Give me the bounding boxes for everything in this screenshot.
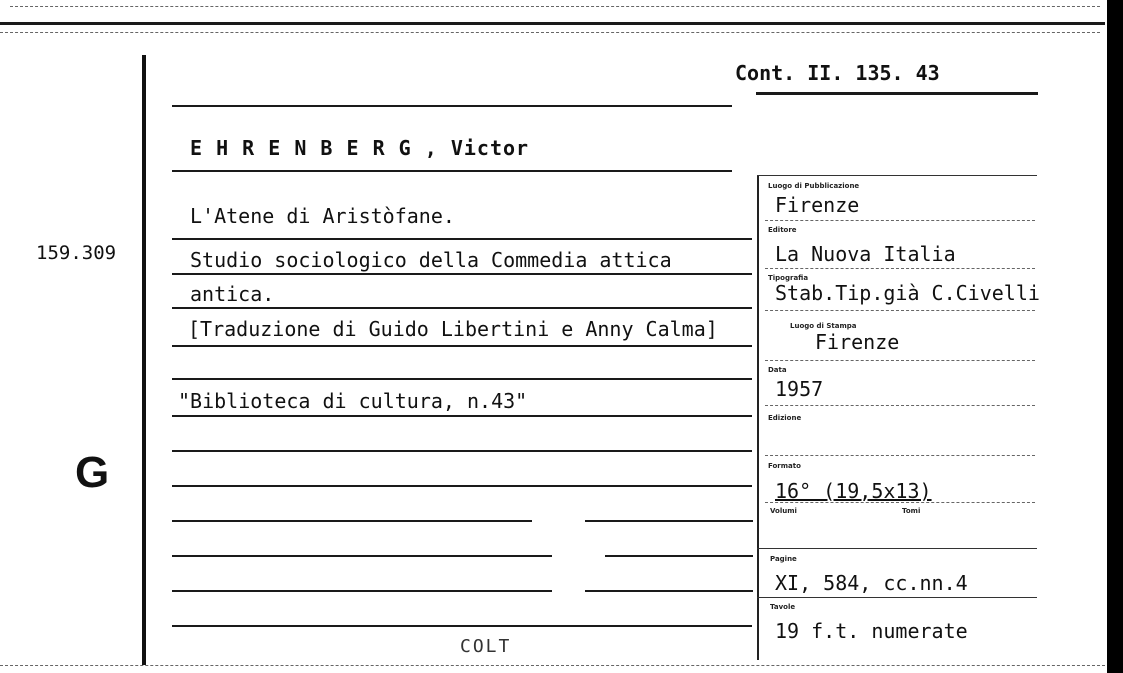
top-border-dash xyxy=(0,32,1100,33)
translation-note: [Traduzione di Guido Libertini e Anny Calma] xyxy=(188,317,718,341)
format-value: 16° (19,5x13) xyxy=(775,479,932,503)
panel-rule xyxy=(757,548,1037,549)
panel-rule xyxy=(765,268,1035,269)
date-value: 1957 xyxy=(775,377,824,401)
plates-value: 19 f.t. numerate xyxy=(775,619,968,643)
scan-edge xyxy=(1107,0,1123,673)
panel-border xyxy=(757,175,759,660)
format-label: Formato xyxy=(768,462,801,470)
plates-label: Tavole xyxy=(770,603,796,611)
top-border xyxy=(10,6,1100,7)
rule xyxy=(172,345,752,347)
rule xyxy=(172,307,752,309)
rule xyxy=(172,238,752,240)
publisher-label: Editore xyxy=(768,226,797,234)
panel-rule xyxy=(765,405,1035,406)
rule xyxy=(585,590,753,592)
rule xyxy=(172,450,752,452)
section-letter: G xyxy=(75,448,110,497)
bottom-stamp: COLT xyxy=(460,636,512,657)
rule xyxy=(172,590,552,592)
printer-label: Tipografia xyxy=(768,274,809,282)
panel-top xyxy=(757,175,1037,176)
printer-value: Stab.Tip.già C.Civelli xyxy=(775,281,1040,305)
series-statement: "Biblioteca di cultura, n.43" xyxy=(178,389,528,413)
shelf-mark-underline xyxy=(756,92,1038,95)
tomes-label: Tomi xyxy=(902,507,921,515)
author-heading: E H R E N B E R G , Victor xyxy=(190,136,530,160)
rule xyxy=(172,520,532,522)
pages-label: Pagine xyxy=(770,555,797,563)
panel-rule xyxy=(765,455,1035,456)
rule xyxy=(172,415,752,417)
book-title: L'Atene di Aristòfane. xyxy=(190,204,455,228)
panel-rule xyxy=(765,310,1035,311)
panel-rule xyxy=(765,220,1035,221)
subtitle-line-2: antica. xyxy=(190,282,275,306)
panel-rule xyxy=(765,360,1035,361)
print-place-value: Firenze xyxy=(815,330,900,354)
margin-rule xyxy=(142,55,146,665)
rule xyxy=(172,170,732,172)
bottom-border xyxy=(0,665,1105,666)
classification-number: 159.309 xyxy=(36,242,117,264)
rule xyxy=(585,520,753,522)
rule xyxy=(172,273,752,275)
panel-rule xyxy=(765,502,1035,503)
rule xyxy=(172,485,752,487)
shelf-mark: Cont. II. 135. 43 xyxy=(735,61,940,85)
rule xyxy=(172,555,552,557)
volumes-label: Volumi xyxy=(770,507,797,515)
panel-rule xyxy=(757,597,1037,598)
top-border-line xyxy=(0,22,1105,25)
place-value: Firenze xyxy=(775,193,860,217)
subtitle-line-1: Studio sociologico della Commedia attica xyxy=(190,248,672,272)
place-label: Luogo di Pubblicazione xyxy=(768,182,860,190)
rule xyxy=(172,625,752,627)
rule xyxy=(605,555,753,557)
date-label: Data xyxy=(768,366,787,374)
rule xyxy=(172,378,752,380)
rule xyxy=(172,105,732,107)
print-place-label: Luogo di Stampa xyxy=(790,322,857,330)
pages-value: XI, 584, cc.nn.4 xyxy=(775,571,968,595)
publisher-value: La Nuova Italia xyxy=(775,242,956,266)
edition-label: Edizione xyxy=(768,414,802,422)
